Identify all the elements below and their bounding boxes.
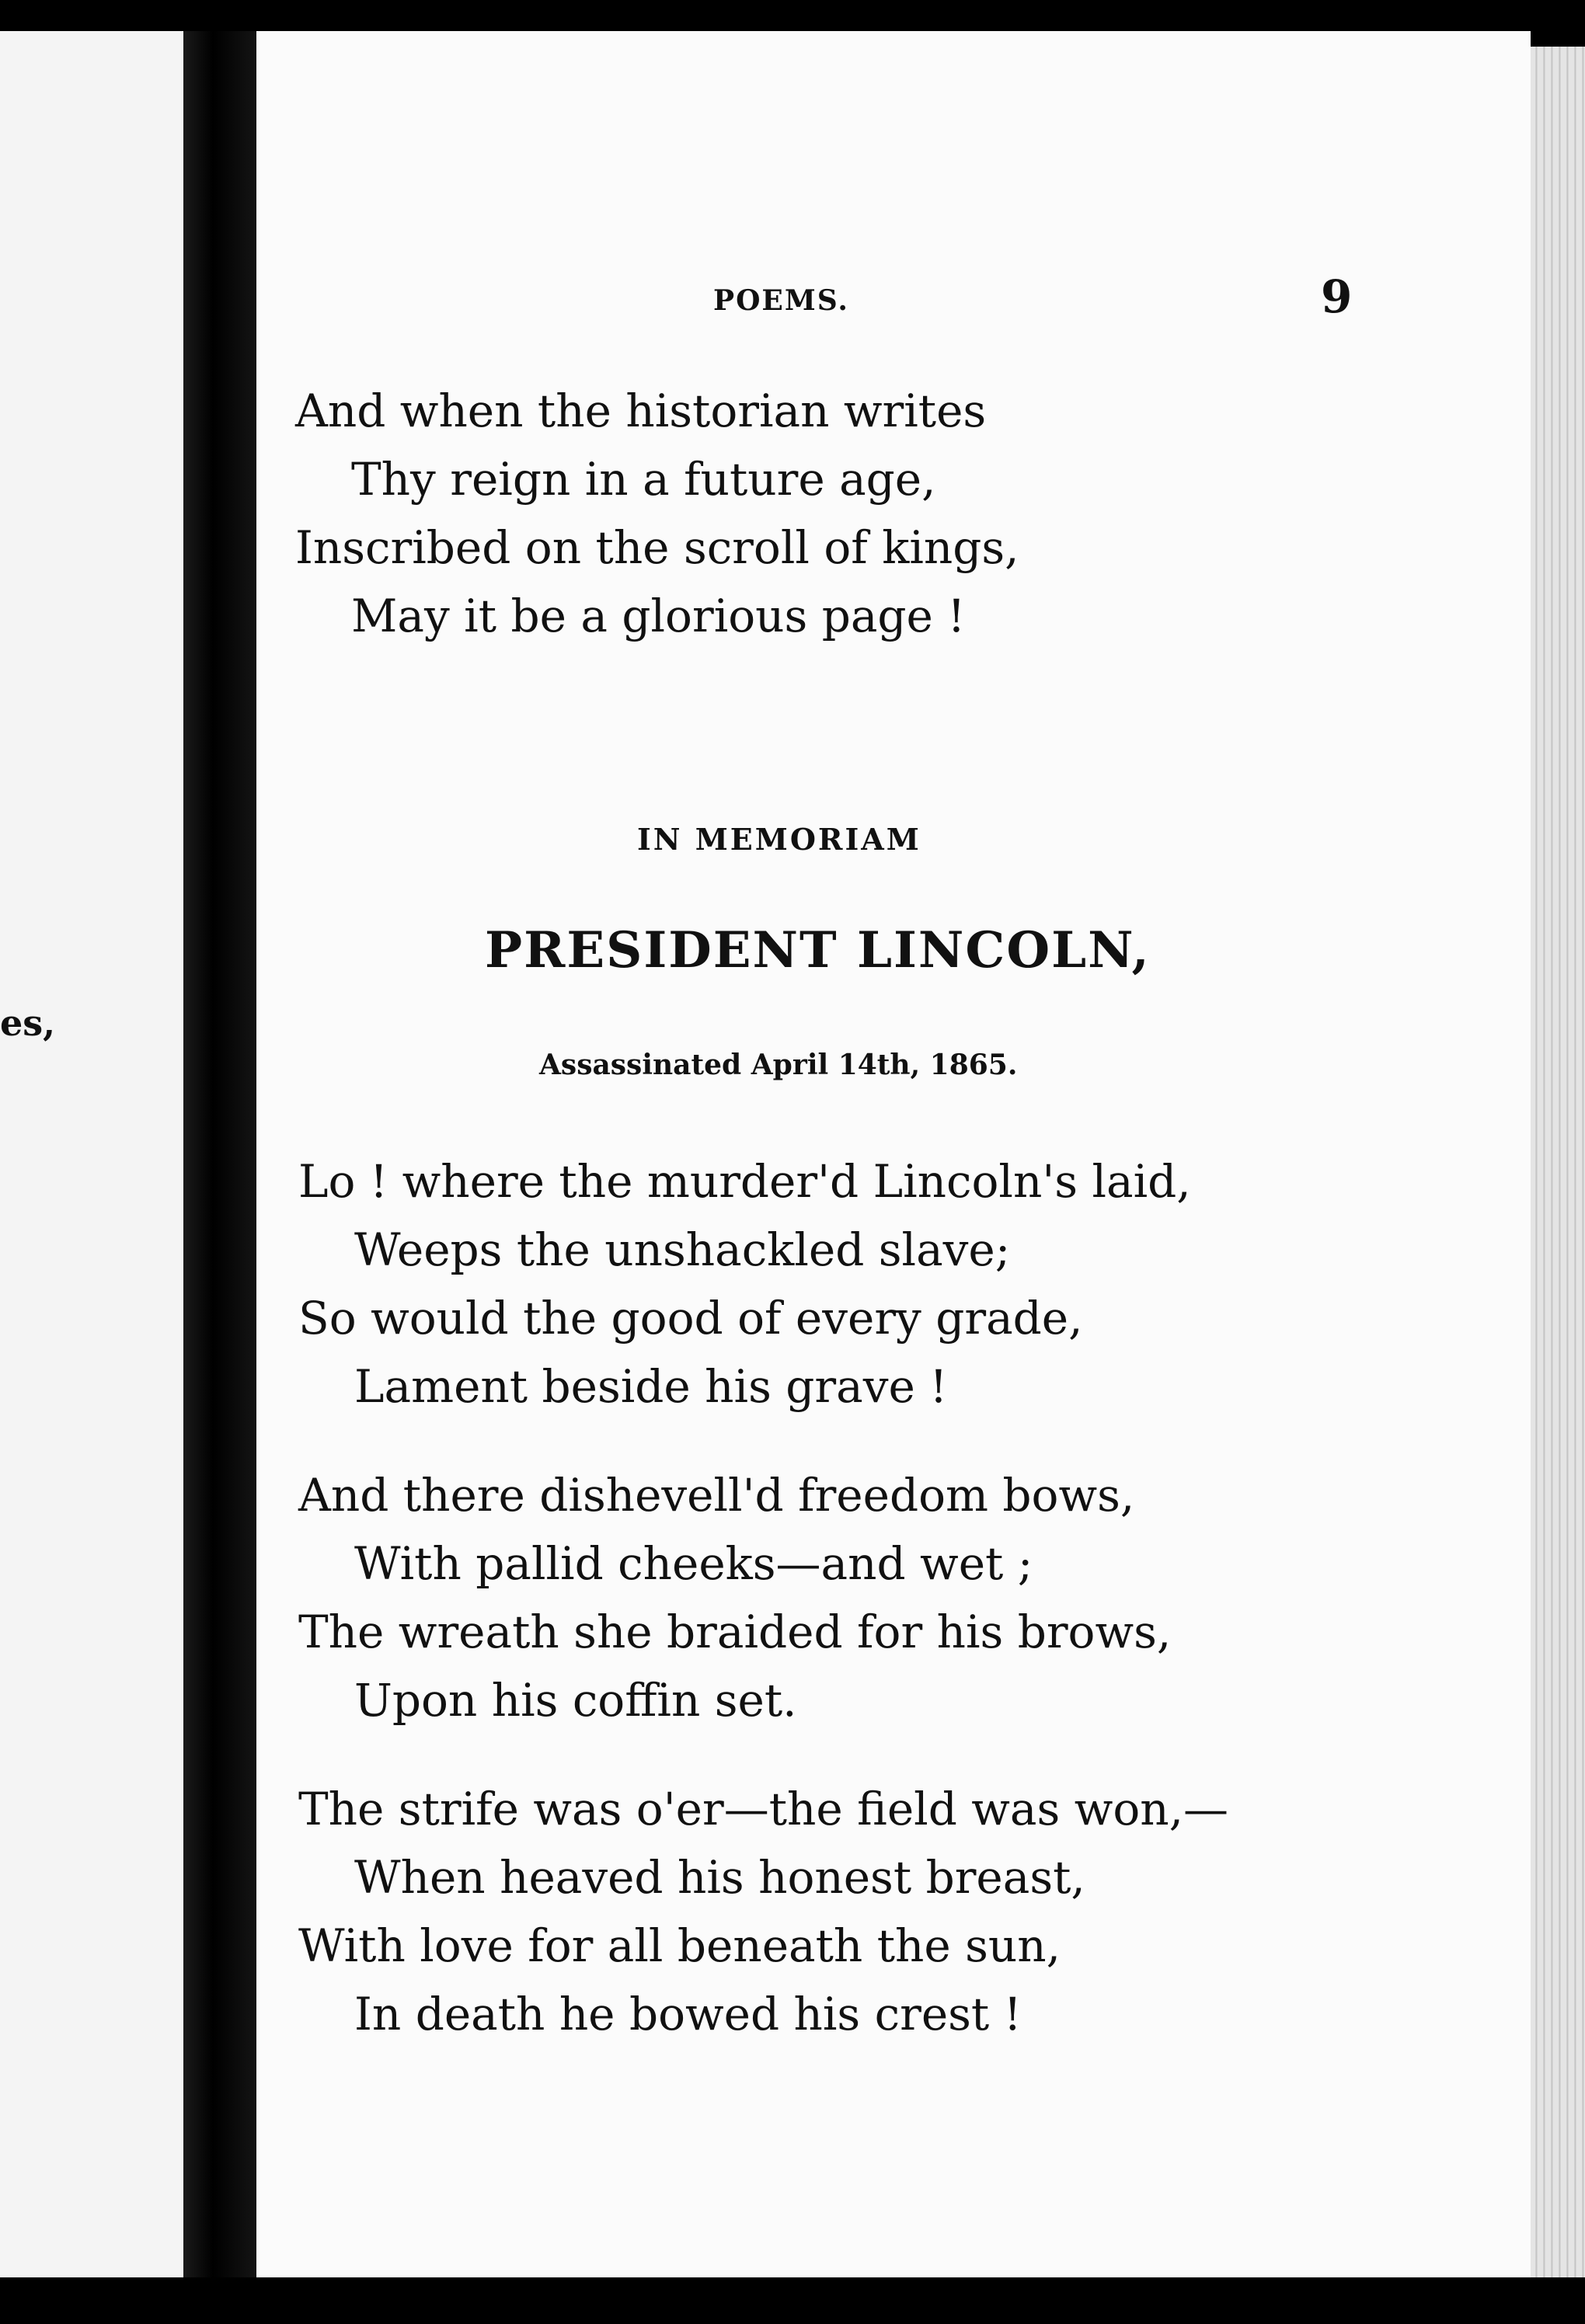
facing-page bbox=[0, 31, 186, 2277]
scanner-frame-bottom bbox=[0, 2277, 1585, 2324]
page-block-edge bbox=[1531, 47, 1585, 2277]
page-number: 9 bbox=[1321, 270, 1353, 323]
facing-page-edge-word: es, bbox=[0, 1002, 56, 1044]
poem-line: And there dishevell'd freedom bows, bbox=[298, 1469, 1135, 1522]
poem-line: The wreath she braided for his brows, bbox=[298, 1606, 1172, 1658]
binding-gutter bbox=[183, 31, 258, 2277]
running-head: POEMS. bbox=[713, 284, 849, 317]
poem-line: Inscribed on the scroll of kings, bbox=[295, 521, 1019, 574]
poem-subtitle: Assassinated April 14th, 1865. bbox=[539, 1049, 1018, 1081]
poem-line: With pallid cheeks—and wet ; bbox=[354, 1537, 1033, 1590]
poem-line: Thy reign in a future age, bbox=[351, 453, 936, 506]
poem-line: In death he bowed his crest ! bbox=[354, 1988, 1022, 2040]
poem-line: Lament beside his grave ! bbox=[354, 1360, 948, 1413]
section-heading: IN MEMORIAM bbox=[637, 822, 921, 857]
scanner-frame-top bbox=[0, 0, 1585, 31]
poem-line: With love for all beneath the sun, bbox=[298, 1919, 1061, 1972]
poem-line: Upon his coffin set. bbox=[354, 1674, 797, 1727]
poem-line: So would the good of every grade, bbox=[298, 1292, 1083, 1345]
poem-line: When heaved his honest breast, bbox=[354, 1851, 1085, 1904]
poem-line: Lo ! where the murder'd Lincoln's laid, bbox=[298, 1155, 1191, 1208]
poem-line: The strife was o'er—the field was won,— bbox=[298, 1783, 1229, 1835]
poem-line: May it be a glorious page ! bbox=[351, 590, 966, 642]
poem-title: PRESIDENT LINCOLN, bbox=[485, 921, 1151, 979]
poem-line: Weeps the unshackled slave; bbox=[354, 1223, 1011, 1276]
poem-line: And when the historian writes bbox=[295, 384, 987, 437]
